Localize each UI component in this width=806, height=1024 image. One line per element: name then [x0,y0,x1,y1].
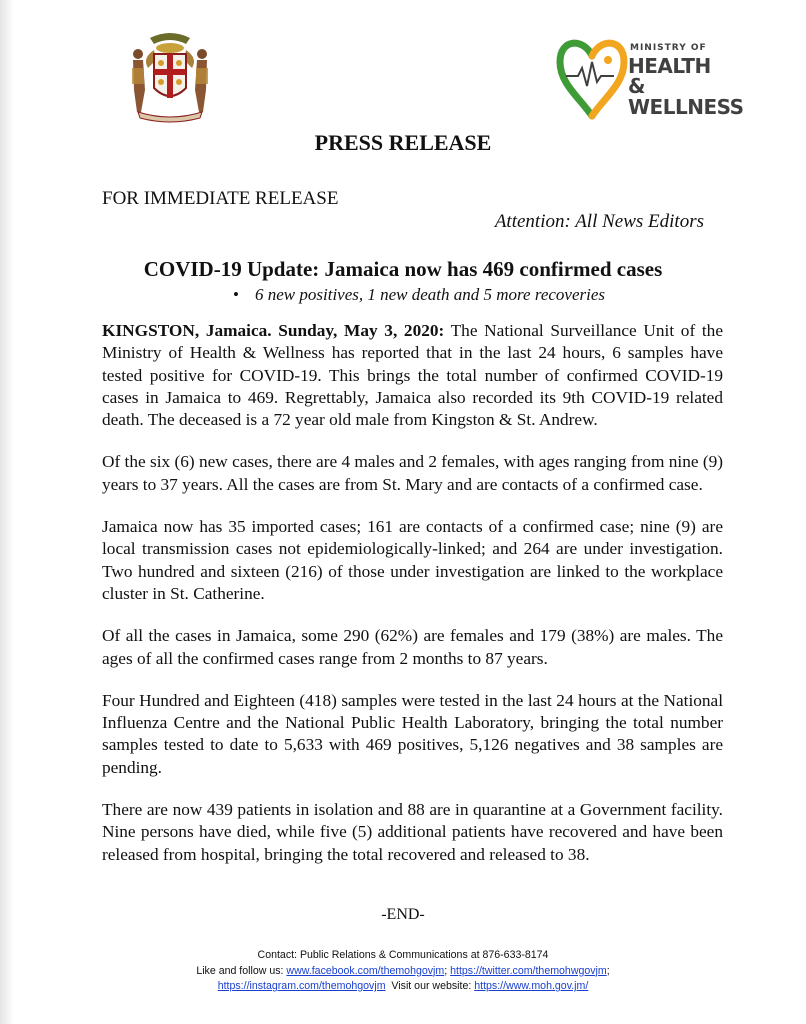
twitter-link[interactable]: https://twitter.com/themohwgovjm [450,964,607,977]
paragraph-4: Of all the cases in Jamaica, some 290 (62%) are females and 179 (38%) are males. The ages of all the confirmed cases range from 2 months to 87 years. [102,626,723,668]
dateline: KINGSTON, Jamaica. Sunday, May 3, 2020: [102,321,445,340]
end-marker: -END- [381,906,425,923]
subhead-bullet [233,285,605,305]
facebook-link[interactable]: www.facebook.com/themohgovjm [286,964,445,977]
web-line [0,979,806,995]
attention-line: Attention: All News Editors [494,211,704,232]
follow-label: Like and follow us: [196,964,287,977]
subhead-text: 6 new positives, 1 new death and 5 more recoveries [255,285,606,304]
bullet-icon: • [233,285,239,304]
social-line [0,964,806,980]
document-title: PRESS RELEASE [314,130,492,155]
paragraph-5: Four Hundred and Eighteen (418) samples were tested in the last 24 hours at the National Influenza Centre and the National Public Health Laboratory, bringing the total number samples tested to date to 5,633 with 469 positives, 5,126 negatives and 38 samples are pending. [102,690,723,777]
website-label: Visit our website: [385,980,475,992]
website-link[interactable]: https://www.moh.gov.jm/ [474,980,589,992]
moh-logo [556,32,744,130]
moh-wordmark [628,43,744,119]
instagram-link[interactable]: https://instagram.com/themohgovjm [217,980,386,992]
moh-logo-line3: WELLNESS [628,95,744,119]
footer-contact [0,948,806,995]
separator: ; [606,964,610,977]
paragraph-3: Jamaica now has 35 imported cases; 161 are contacts of a confirmed case; nine (9) are local transmission cases not epidemiologically-linked; and 264 are under investigation. Two hundred and sixteen (216) of those under investigation are linked to the workplace cluster in St. Catherine. [102,517,723,603]
press-release-body [102,320,723,886]
coat-of-arms-emblem [120,24,220,124]
paragraph-1-text: The National Surveillance Unit of the Ministry of Health & Wellness has reported that in the last 24 hours, 6 samples have tested positive for COVID-19. This brings the total number of confirmed COVID-19 cases in Jamaica to 469. Regrettably, Jamaica also recorded its 9th COVID-19 related death. The deceased is a 72 year old male from Kingston & St. Andrew. [102,321,723,430]
moh-logo-line2: HEALTH & [628,54,711,98]
release-type: FOR IMMEDIATE RELEASE [102,188,339,209]
paragraph-2: Of the six (6) new cases, there are 4 males and 2 females, with ages ranging from nine (9) years to 37 years. All the cases are from St. Mary and are contacts of a confirmed case. [102,452,723,494]
moh-logo-line1: MINISTRY OF [630,43,707,53]
paragraph-6: There are now 439 patients in isolation and 88 are in quarantine at a Government facility. Nine persons have died, while five (5) additional patients have recovered and have been released from hospital, bringing the total recovered and released to 38. [102,800,723,864]
paragraph-1 [102,320,723,431]
separator: ; [444,964,451,977]
contact-line: Contact: Public Relations & Communications at 876-633-8174 [257,949,549,961]
headline: COVID-19 Update: Jamaica now has 469 confirmed cases [143,257,663,281]
heart-logo-icon [556,32,628,124]
